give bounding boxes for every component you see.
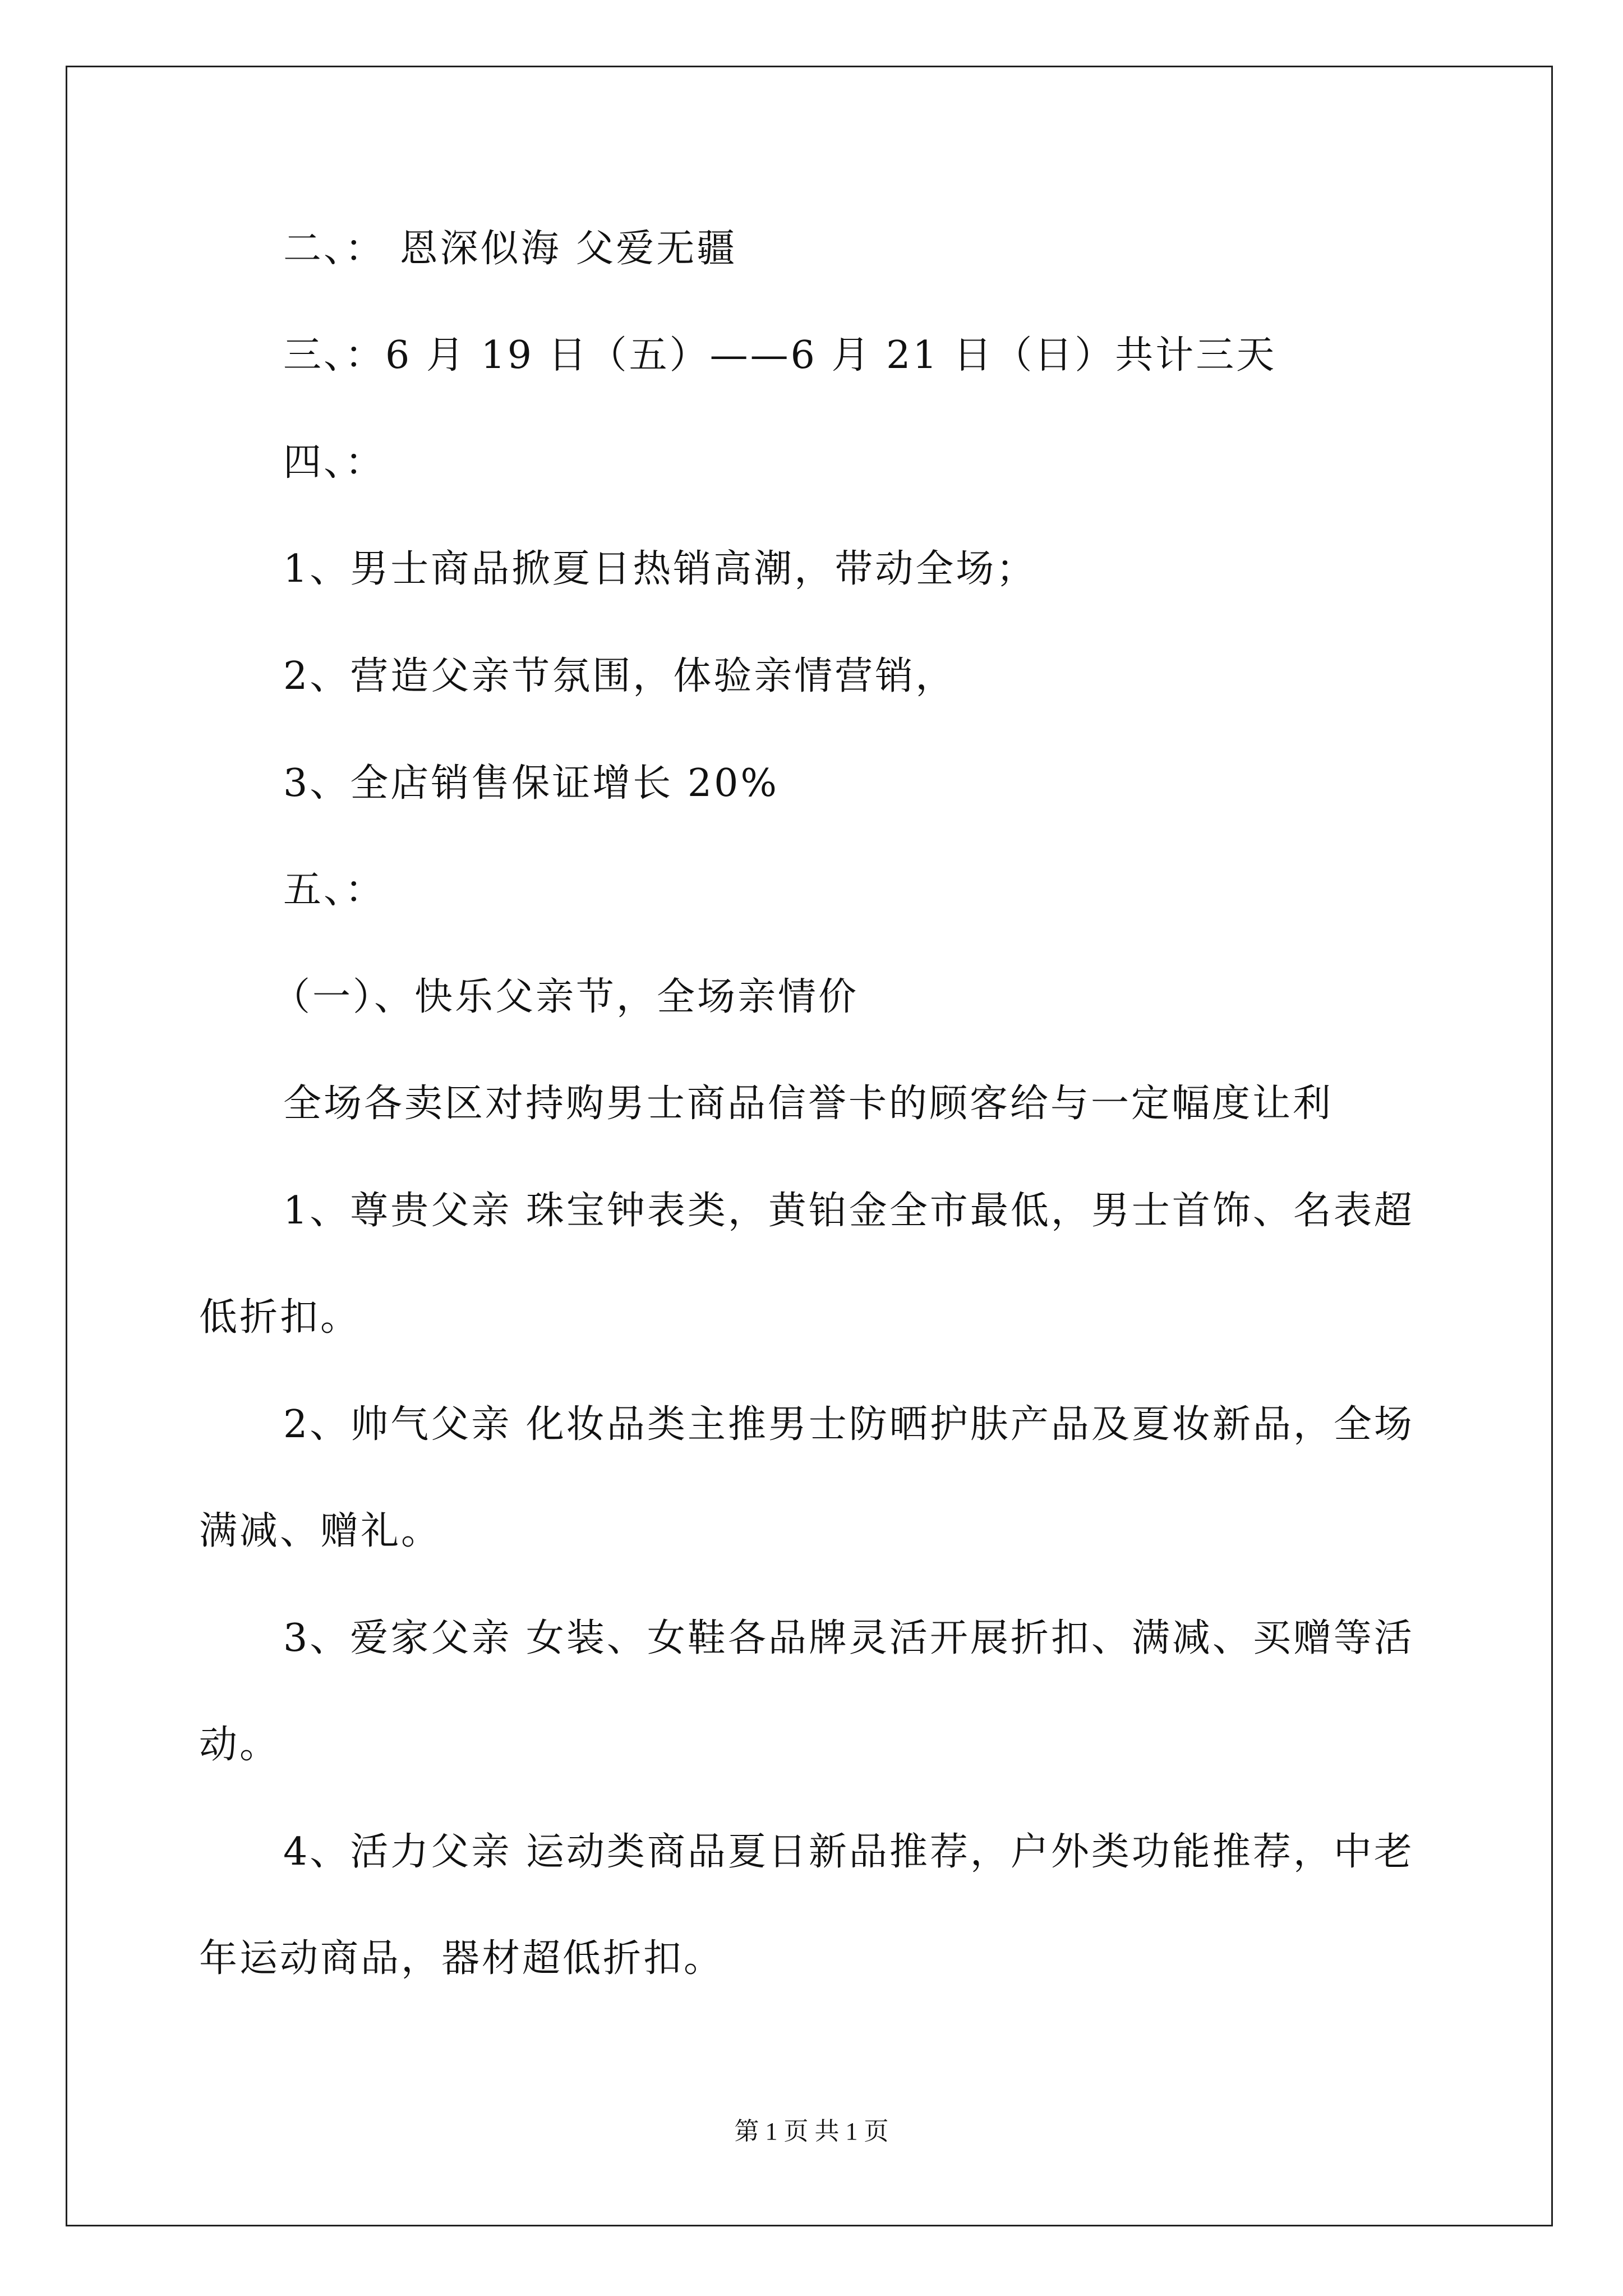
item-1-line-2: 低折扣。 <box>199 1295 361 1340</box>
heading-5: 五、： <box>283 868 386 912</box>
item-3-line-1: 3、爱家父亲 女装、女鞋各品牌灵活开展折扣、满减、买赠等活 <box>283 1616 1414 1660</box>
heading-3: 三、：6 月 19 日（五）——6 月 21 日（日）共计三天 <box>283 333 1277 378</box>
item-1-line-1: 1、尊贵父亲 珠宝钟表类，黄铂金全市最低，男士首饰、名表超 <box>283 1189 1414 1233</box>
goal-item-1: 1、男士商品掀夏日热销高潮，带动全场； <box>283 547 1037 591</box>
heading-4: 四、： <box>283 440 386 485</box>
item-4-line-2: 年运动商品，器材超低折扣。 <box>199 1936 725 1981</box>
item-2-line-1: 2、帅气父亲 化妆品类主推男士防晒护肤产品及夏妆新品，全场 <box>283 1402 1414 1447</box>
heading-2: 二、： 恩深似海 父爱无疆 <box>283 227 737 271</box>
item-4-line-1: 4、活力父亲 运动类商品夏日新品推荐，户外类功能推荐，中老 <box>283 1830 1414 1874</box>
goal-item-3: 3、全店销售保证增长 20% <box>283 761 780 806</box>
sub-heading-1: （一）、快乐父亲节，全场亲情价 <box>272 975 859 1019</box>
page-footer: 第 1 页 共 1 页 <box>734 2118 889 2145</box>
intro-paragraph: 全场各卖区对持购男士商品信誉卡的顾客给与一定幅度让利 <box>283 1082 1334 1126</box>
page-border <box>66 66 1553 2226</box>
item-2-line-2: 满减、赠礼。 <box>199 1509 442 1553</box>
item-3-line-2: 动。 <box>199 1723 280 1767</box>
goal-item-2: 2、营造父亲节氛围，体验亲情营销， <box>283 654 956 698</box>
